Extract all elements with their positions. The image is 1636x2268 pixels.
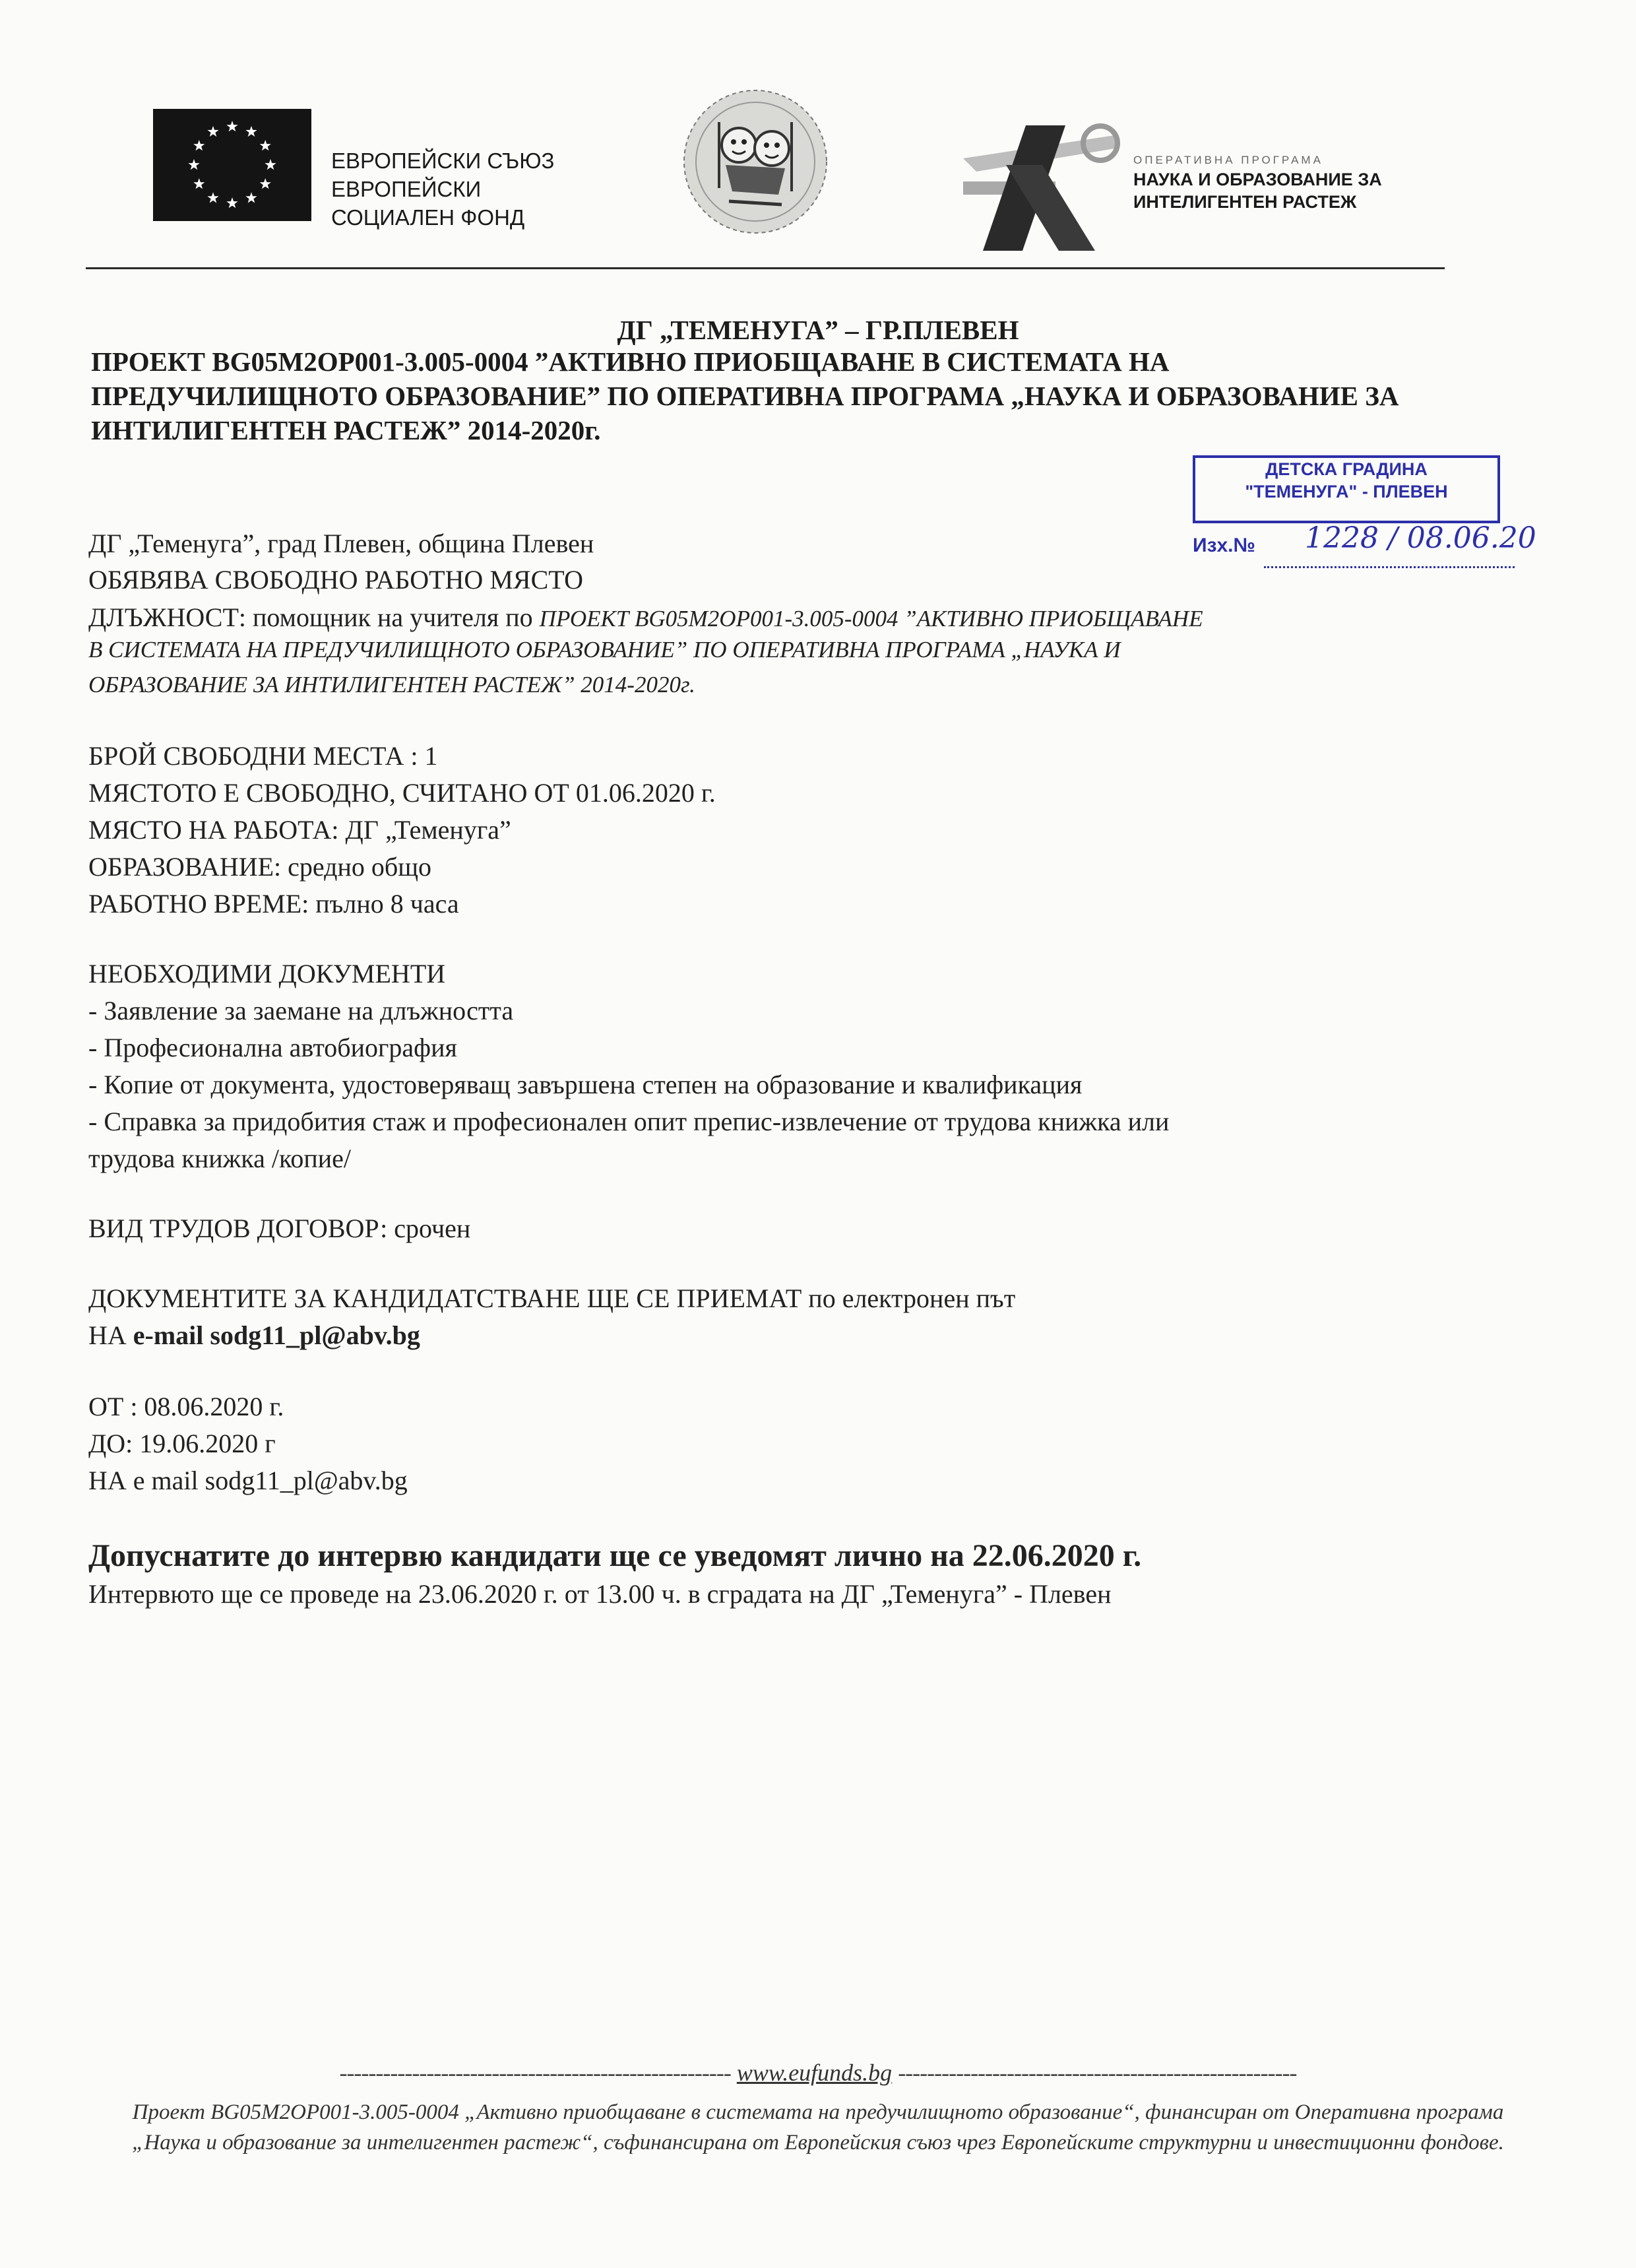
footer-website-link[interactable]: www.eufunds.bg [736, 2059, 893, 2086]
eu-logo-text [331, 146, 554, 232]
registration-stamp [1193, 455, 1536, 594]
work-time-line: РАБОТНО ВРЕМЕ: пълно 8 часа [88, 889, 459, 919]
workplace-line: МЯСТО НА РАБОТА: ДГ „Теменуга” [88, 815, 511, 845]
vacancies-line: БРОЙ СВОБОДНИ МЕСТА : 1 [88, 741, 438, 771]
eu-logo-line-3: СОЦИАЛЕН ФОНД [331, 205, 525, 230]
eu-logo-line-2: ЕВРОПЕЙСКИ [331, 177, 482, 201]
stamp-line-2: "ТЕМЕНУГА" - ПЛЕВЕН [1245, 482, 1448, 502]
doc-item: - Копие от документа, удостоверяващ завършена степен на образование и квалификация [88, 1070, 1083, 1099]
children-swing-icon [679, 82, 831, 247]
project-title: ПРОЕКТ BG05M2OP001-3.005-0004 ”АКТИВНО ПРИОБЩАВАНЕ В СИСТЕМАТА НА ПРЕДУЧИЛИЩНОТО ОБРАЗОВАНИЕ” ПО ОПЕРАТИВНА ПРОГРАМА „НАУКА И ОБРАЗОВАНИЕ ЗА ИНТИЛИГЕНТЕН РАСТЕЖ” 2014-2020г. [91, 346, 1399, 445]
position-line [88, 602, 1203, 633]
eu-logo-line-1: ЕВРОПЕЙСКИ СЪЮЗ [331, 148, 555, 173]
email-line: НА e mail sodg11_pl@abv.bg [88, 1466, 408, 1495]
footer-dashes-right: ------------------------------------------------------- [898, 2059, 1297, 2086]
interview-line: Интервюто ще се проведе на 23.06.2020 г. от 13.00 ч. в сградата на ДГ „Теменуга” - Плевен [88, 1579, 1112, 1609]
kindergarten-logo [679, 82, 831, 247]
submission-prefix: НА [88, 1320, 133, 1350]
op-program-logo [950, 109, 1121, 261]
stamp-handwritten-number: 1228 / 08.06.20 [1305, 521, 1536, 555]
from-date-line: ОТ : 08.06.2020 г. [88, 1392, 284, 1421]
doc-item: - Професионална автобиография [88, 1033, 457, 1062]
notice-line: Допуснатите до интервю кандидати ще се уведомят лично на 22.06.2020 г. [88, 1538, 1142, 1573]
stamp-reg-label: Изх.№ [1193, 535, 1255, 556]
position-project-1: ПРОЕКТ BG05M2OP001-3.005-0004 ”АКТИВНО ПРИОБЩАВАНЕ [539, 606, 1203, 632]
footer-dashes-left: ------------------------------------------------------ [339, 2059, 731, 2086]
op-logo-text [1133, 168, 1382, 213]
institution-line: ДГ „Теменуга”, град Плевен, община Плевен [88, 529, 594, 558]
header-divider [86, 267, 1445, 269]
submission-line-1: ДОКУМЕНТИТЕ ЗА КАНДИДАТСТВАНЕ ЩЕ СЕ ПРИЕМАТ по електронен път [88, 1283, 1016, 1313]
submission-line-2 [88, 1320, 420, 1351]
document-title: ДГ „ТЕМЕНУГА” – ГР.ПЛЕВЕН [617, 315, 1019, 345]
op-logo-caption: ОПЕРАТИВНА ПРОГРАМА [1133, 154, 1323, 166]
science-x-icon [950, 109, 1121, 261]
position-label: ДЛЪЖНОСТ: помощник на учителя по [88, 602, 533, 632]
position-project-2: В СИСТЕМАТА НА ПРЕДУЧИЛИЩНОТО ОБРАЗОВАНИЕ” ПО ОПЕРАТИВНА ПРОГРАМА „НАУКА И [88, 637, 1121, 663]
announce-line: ОБЯВЯВА СВОБОДНО РАБОТНО МЯСТО [88, 565, 584, 595]
doc-item: - Заявление за заемане на длъжността [88, 996, 514, 1025]
stamp-dotted-line [1264, 566, 1515, 568]
submission-email: e-mail sodg11_pl@abv.bg [133, 1320, 420, 1350]
to-date-line: ДО: 19.06.2020 г [88, 1429, 276, 1458]
free-from-line: МЯСТОТО Е СВОБОДНО, СЧИТАНО ОТ 01.06.2020 г. [88, 778, 716, 808]
eu-flag-logo [153, 109, 311, 221]
footer-funding-text: Проект BG05M2OP001-3.005-0004 „Активно приобщаване в системата на предучилищното образование“, финансиран от Оперативна програма „Наука и образование за интелигентен растеж“, съфинансирана от Европейския съюз чрез Европейските структурни и инвестиционни фондове. [132, 2100, 1504, 2155]
position-project-3: ОБРАЗОВАНИЕ ЗА ИНТИЛИГЕНТЕН РАСТЕЖ” 2014-2020г. [88, 672, 695, 697]
stamp-line-1: ДЕТСКА ГРАДИНА [1265, 459, 1428, 479]
contract-line: ВИД ТРУДОВ ДОГОВОР: срочен [88, 1214, 471, 1243]
eu-stars-icon [153, 109, 311, 221]
doc-item: - Справка за придобития стаж и професионален опит препис-извлечение от трудова книжка или [88, 1107, 1170, 1136]
footer-website-line [0, 2059, 1636, 2087]
docs-heading: НЕОБХОДИМИ ДОКУМЕНТИ [88, 959, 446, 988]
doc-item: трудова книжка /копие/ [88, 1144, 352, 1173]
stamp-box [1193, 455, 1500, 523]
op-logo-line-2: ИНТЕЛИГЕНТЕН РАСТЕЖ [1133, 192, 1357, 212]
education-line: ОБРАЗОВАНИЕ: средно общо [88, 852, 432, 882]
op-logo-line-1: НАУКА И ОБРАЗОВАНИЕ ЗА [1133, 170, 1382, 189]
